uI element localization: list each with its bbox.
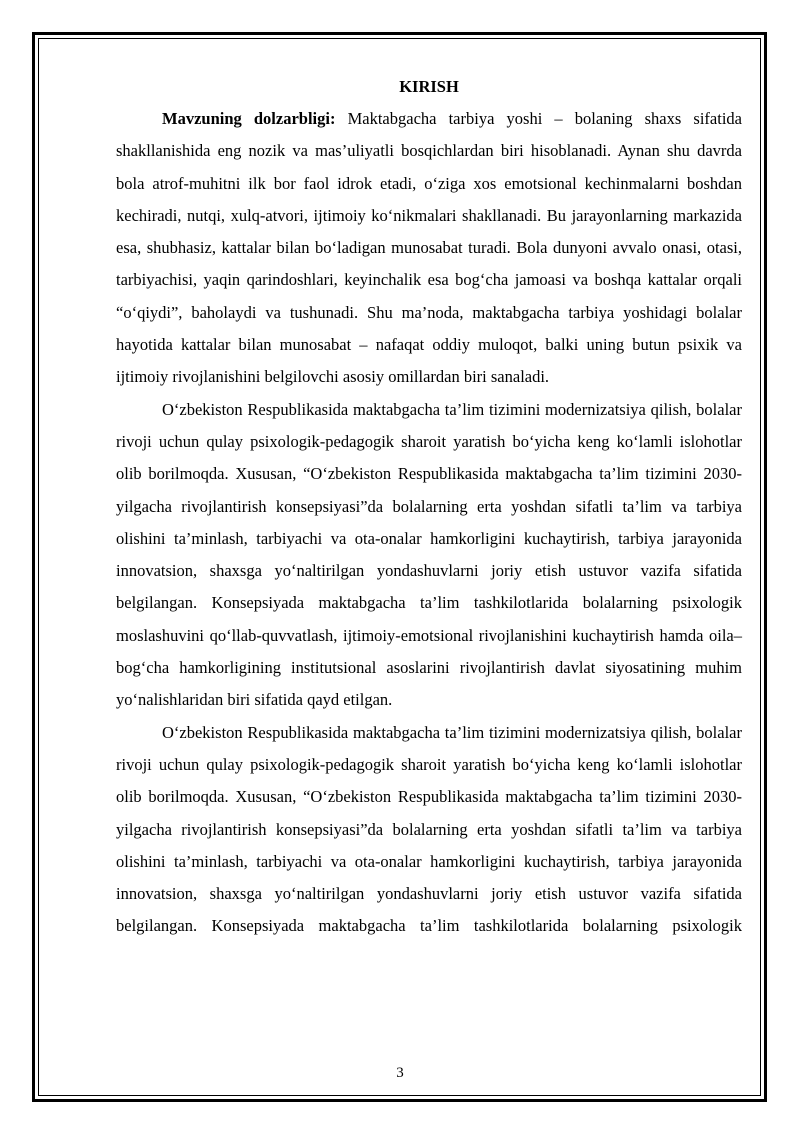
- document-body: [116, 70, 742, 943]
- paragraph-text: O‘zbekiston Respublikasida maktabgacha ta’lim tizimini modernizatsiya qilish, bolalar rivoji uchun qulay psixologik-pedagogik sharoit yaratish bo‘yicha keng ko‘lamli islohotlar olib borilmoqda. Xususan, “O‘zbekiston Respublikasida maktabgacha ta’lim tizimini 2030-yilgacha rivojlantirish konsepsiyasi”da bolalarning erta yoshdan sifatli ta’lim va tarbiya olishini ta’minlash, tarbiyachi va ota-onalar hamkorligini kuchaytirish, tarbiya jarayonida innovatsion, shaxsga yo‘naltirilgan yondashuvlarni joriy etish ustuvor vazifa sifatida belgilangan. Konsepsiyada maktabgacha ta’lim tashkilotlarida bolalarning psixologik moslashuvini qo‘llab-quvvatlash, ijtimoiy-emotsional rivojlanishini kuchaytirish hamda oila–bog‘cha hamkorligining institutsional asoslarini rivojlantirish davlat siyosatining muhim yo‘nalishlaridan biri sifatida qayd etilgan.: [116, 399, 742, 710]
- paragraph-reforms: [116, 394, 742, 717]
- paragraph-reforms-repeat: [116, 717, 742, 943]
- document-title: KIRISH: [399, 77, 459, 96]
- paragraph-lead: Mavzuning dolzarbligi:: [162, 109, 336, 128]
- paragraph-text: O‘zbekiston Respublikasida maktabgacha ta’lim tizimini modernizatsiya qilish, bolalar rivoji uchun qulay psixologik-pedagogik sharoit yaratish bo‘yicha keng ko‘lamli islohotlar olib borilmoqda. Xususan, “O‘zbekiston Respublikasida maktabgacha ta’lim tizimini 2030-yilgacha rivojlantirish konsepsiyasi”da bolalarning erta yoshdan sifatli ta’lim va tarbiya olishini ta’minlash, tarbiyachi va ota-onalar hamkorligini kuchaytirish, tarbiya jarayonida innovatsion, shaxsga yo‘naltirilgan yondashuvlarni joriy etish ustuvor vazifa sifatida belgilangan. Konsepsiyada maktabgacha ta’lim tashkilotlarida bolalarning psixologik: [116, 722, 742, 936]
- paragraph-relevance: [116, 103, 742, 394]
- page-number: 3: [396, 1065, 404, 1081]
- paragraph-text: Maktabgacha tarbiya yoshi – bolaning shaxs sifatida shakllanishida eng nozik va mas’uliyatli bosqichlardan biri hisoblanadi. Aynan shu davrda bola atrof-muhitni ilk bor faol idrok etadi, o‘ziga xos emotsional kechinmalarni boshdan kechiradi, nutqi, xulq-atvori, ijtimoiy ko‘nikmalari shakllanadi. Bu jarayonlarning markazida esa, shubhasiz, kattalar bilan bo‘ladigan munosabat turadi. Bola dunyoni avvalo onasi, otasi, tarbiyachisi, yaqin qarindoshlari, keyinchalik esa bog‘cha jamoasi va boshqa kattalar orqali “o‘qiydi”, baholaydi va tushunadi. Shu ma’noda, maktabgacha tarbiya yoshidagi bolalar hayotida kattalar bilan munosabat – nafaqat oddiy muloqot, balki uning butun psixik va ijtimoiy rivojlanishini belgilovchi asosiy omillardan biri sanaladi.: [116, 109, 742, 387]
